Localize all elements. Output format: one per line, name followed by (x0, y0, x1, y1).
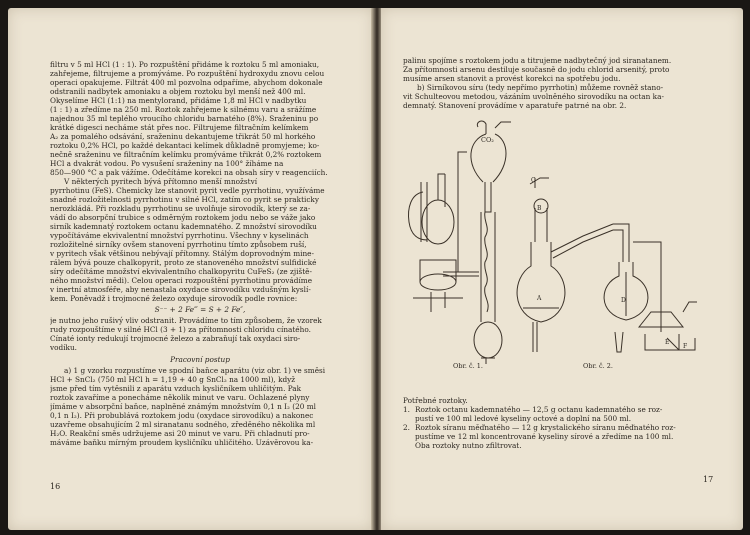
text-line: uzavřeme obsahujícím 2 ml siranatanu sodného, zředěného několika ml (50, 420, 316, 429)
caption-figure-2: Obr. č. 2. (583, 362, 613, 370)
text-line: krátké digesci necháme stát přes noc. Filtrujeme filtračním kelímkem (50, 123, 309, 132)
text-line: Oba roztoky nutno zfiltrovat. (415, 441, 522, 450)
right-paragraph-2 (403, 83, 708, 110)
label-d: D (621, 297, 626, 304)
text-line: A₂ za pomalého odsávání, sraženinu dekantujeme třikrát 50 ml horkého (50, 132, 316, 141)
apparatus-2-drawing (517, 178, 697, 352)
list-item (403, 423, 708, 450)
text-line: operaci opakujeme. Filtrát 400 ml pozvolna odpaříme, abychom dokonale (50, 78, 323, 87)
text-line: 850—900 °C a pak vážíme. Odečítáme korekci na obsah síry v reagenciích. (50, 168, 328, 177)
text-line: roztoku 0,2% HCl, po každé dekantaci kelímek důkladně promyjeme; ko- (50, 141, 320, 150)
reaction-equation: S⁻⁻ + 2 Fe‴ = S + 2 Fe″, (154, 305, 246, 314)
text-line: Okyselíme HCl (1:1) na mentylorand, přidáme 1,8 ml HCl v nadbytku (50, 96, 307, 105)
text-line: H₂O. Reakční směs udržujeme asi 20 minut ve varu. Při chladnutí pro- (50, 429, 310, 438)
text-line: pyrrhotinu (FeS). Chemicky lze stanovit pyrit vedle pyrrhotinu, využíváme (50, 186, 325, 195)
text-line: máváme baňku mírným proudem kysličníku uhličitého. Uzávěrovou ka- (50, 438, 314, 447)
text-line: snadné rozložitelnosti pyrrhotinu v silné HCl, zatím co pyrit se prakticky (50, 195, 319, 204)
text-line: HCl a dvakrát vodou. Po vysušení sraženiny na 100° žíháme na (50, 159, 284, 168)
text-line: demnatý. Stanovení provádíme v aparatuře patrné na obr. 2. (403, 101, 627, 110)
label-co2: CO₂ (481, 136, 494, 144)
left-paragraph-1 (50, 60, 350, 177)
text-line: Roztok octanu kademnatého — 12,5 g octanu kademnatého se roz- (415, 405, 663, 414)
needed-solutions-heading: Potřebné roztoky. (403, 396, 468, 405)
page-number-right: 17 (703, 475, 714, 484)
text-line: jsme před tím vytěsnili z aparátu vzduch kysličníkem uhličitým. Pak (50, 384, 302, 393)
list-item (403, 405, 708, 423)
label-f: F (683, 343, 688, 350)
left-page-text (50, 60, 350, 447)
text-line: musíme arsen stanovit a provést korekci na spotřebu jodu. (403, 74, 621, 83)
apparatus-figure (383, 112, 719, 370)
text-line: Roztok síranu měďnatého — 12 g krystalického síranu měďnatého roz- (415, 423, 676, 432)
text-line: HCl + SnCl₂ (750 ml HCl h = 1,19 + 40 g SnCl₂ na 1000 ml), když (50, 375, 296, 384)
text-line: jímáme v absorpční baňce, naplněné známým množstvím 0,1 n I₂ (20 ml (50, 402, 316, 411)
text-line: vádí do absorpční trubice s odměrným roztokem jodu nebo se váže jako (50, 213, 316, 222)
text-line: pustí ve 100 ml ledové kyseliny octové a doplní na 500 ml. (415, 414, 632, 423)
text-line: nečně sraženinu ve filtračním kelímku promýváme třikrát 0,2% roztokem (50, 150, 322, 159)
text-line: zahřejeme, filtrujeme a promýváme. Po rozpuštění hydroxydu znovu celou (50, 69, 325, 78)
text-line: síry odečítáme množství ekvivalentního chalkopyritu CuFeS₂ (ze zjiště- (50, 267, 312, 276)
right-page-top-text (403, 56, 708, 110)
list-item-number: 2. (403, 423, 410, 432)
text-line: roztok zavaříme a ponecháme několik minut ve varu. Ochlazené plyny (50, 393, 310, 402)
left-paragraph-3 (50, 316, 350, 352)
text-line: ného množství mědi). Celou operaci rozpouštění pyrrhotinu provádíme (50, 276, 313, 285)
text-line: vit Schulteovou metodou, vázáním uvolněného sirovodíku na octan ka- (403, 92, 664, 101)
text-line: Za přítomnosti arsenu destiluje současně do jodu chlorid arsenitý, proto (403, 65, 670, 74)
page-number-left: 16 (50, 482, 61, 491)
text-line: v inertní atmosféře, aby nenastala oxydace sirovodíku vzdušným kyslí- (50, 285, 311, 294)
label-e: E (665, 339, 670, 346)
label-a: A (537, 295, 542, 302)
label-b: B (537, 205, 542, 212)
text-line: filtru v 5 ml HCl (1 : 1). Po rozpuštění přidáme k roztoku 5 ml amoniaku, (50, 60, 320, 69)
text-line: pustíme ve 12 ml koncentrované kyseliny sírové a zředíme na 100 ml. (415, 432, 674, 441)
text-line: najednou 35 ml teplého vroucího chloridu barnatého (8%). Sraženinu po (50, 114, 319, 123)
text-line: Cínaté ionty redukují trojmocné železo a zabraňují tak oxydaci siro- (50, 334, 301, 343)
solutions-list (403, 405, 708, 450)
text-line: (1 : 1) a zředíme na 250 ml. Roztok zahřejeme k silnému varu a srážíme (50, 105, 317, 114)
text-line: vypočítáváme ekvivalentní množství pyrrhotinu. Všechny v kyselinách (50, 231, 309, 240)
left-page (8, 8, 373, 530)
text-line: vodíku. (50, 343, 77, 352)
section-heading-procedure: Pracovní postup (170, 355, 230, 364)
right-page-bottom-text (403, 396, 708, 450)
list-item-number: 1. (403, 405, 410, 414)
left-paragraph-4 (50, 366, 350, 447)
text-line: rudy rozpouštíme v silné HCl (3 + 1) za přítomnosti chloridu cínatého. (50, 325, 311, 334)
label-c: C (531, 177, 536, 184)
text-line: a) 1 g vzorku rozpustíme ve spodní baňce aparátu (viz obr. 1) ve směsi (64, 366, 326, 375)
text-line: b) Sirníkovou síru (tedy nepřímo pyrrhotin) můžeme rovněž stano- (417, 83, 664, 92)
text-line: rálem bývá pouze chalkopyrit, proto ze stanoveného množství sulfidické (50, 258, 317, 267)
text-line: je nutno jeho rušivý vliv odstranit. Provádíme to tím způsobem, že vzorek (50, 316, 322, 325)
text-line: v pyritech však většinou nebývají přítomny. Stálým doprovodným mine- (50, 249, 314, 258)
text-line: rozložitelné sirníky ovšem stanovení pyrrhotinu tímto způsobem ruší, (50, 240, 307, 249)
right-paragraph-1 (403, 56, 708, 83)
text-line: odstranili nadbytek amoniaku a objem roztoku byl menší než 400 ml. (50, 87, 306, 96)
caption-figure-1: Obr. č. 1. (453, 362, 483, 370)
left-paragraph-2 (50, 177, 350, 303)
text-line: 0,1 n I₂). Při probublává roztokem jodu (oxydace sirovodíku) a nakonec (50, 411, 314, 420)
text-line: sirník kademnatý roztokem octanu kademnatého. Z množství sirovodíku (50, 222, 317, 231)
text-line: nerozkládá. Při rozkladu pyrrhotinu se uvolňuje sirovodík, který se za- (50, 204, 311, 213)
text-line: kem. Poněvadž i trojmocné železo oxyduje sirovodík podle rovnice: (50, 294, 298, 303)
text-line: palinu spojíme s roztokem jodu a titrujeme nadbytečný jod siranatanem. (403, 56, 672, 65)
apparatus-1-drawing (409, 121, 511, 364)
text-line: V některých pyritech bývá přítomno menší množství (64, 177, 258, 186)
